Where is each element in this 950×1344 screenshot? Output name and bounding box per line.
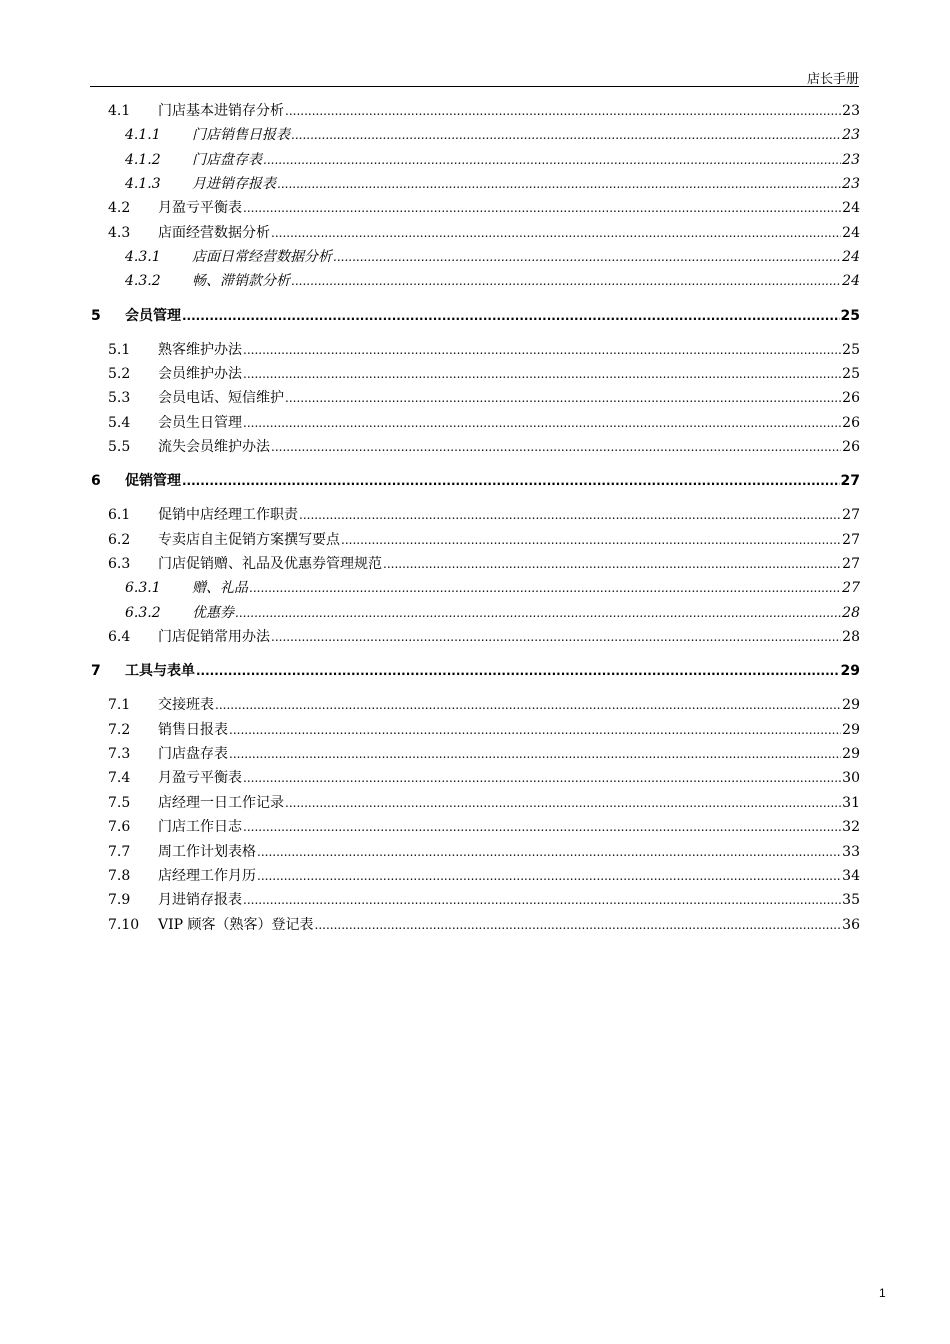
toc-entry-number: 7 [91,663,101,679]
toc-entry[interactable] [0,720,860,740]
toc-entry-title: 畅、滞销款分析 [192,273,290,289]
toc-entry[interactable] [0,842,860,862]
toc-entry-page: 27 [842,532,860,548]
toc-entry[interactable] [0,627,860,647]
toc-entry[interactable] [0,306,860,326]
dot-leader [243,817,841,837]
toc-entry[interactable] [0,413,860,433]
dot-leader [182,306,840,326]
toc-entry-number: 4.2 [108,200,131,216]
toc-entry[interactable] [0,125,860,145]
dot-leader [257,866,841,886]
toc-entry-number: 5.2 [108,366,131,382]
toc-entry[interactable] [0,817,860,837]
toc-entry-page: 33 [842,844,860,860]
dot-leader [215,695,841,715]
toc-entry[interactable] [0,437,860,457]
toc-entry[interactable] [0,174,860,194]
toc-entry-number: 4.3.2 [125,273,161,289]
toc-entry[interactable] [0,388,860,408]
toc-entry-number: 6.2 [108,532,131,548]
toc-entry-title: 工具与表单 [125,663,195,679]
toc-entry-number: 7.4 [108,770,131,786]
toc-entry[interactable] [0,554,860,574]
toc-entry-page: 24 [842,273,860,289]
toc-entry[interactable] [0,340,860,360]
toc-entry-page: 26 [842,439,860,455]
toc-entry-title: 门店促销赠、礼品及优惠券管理规范 [158,556,382,572]
toc-entry-page: 23 [842,103,860,119]
toc-entry-title: 交接班表 [158,697,214,713]
dot-leader [383,554,841,574]
toc-entry-number: 5.4 [108,415,131,431]
toc-entry-title: 月进销存报表 [158,892,242,908]
toc-entry-title: 门店基本进销存分析 [158,103,284,119]
toc-entry-number: 6.4 [108,629,131,645]
toc-entry-page: 31 [842,795,860,811]
toc-entry-title: 月盈亏平衡表 [158,200,242,216]
dot-leader [243,890,841,910]
dot-leader [333,247,841,267]
toc-entry-title: 促销管理 [125,473,181,489]
dot-leader [285,793,841,813]
toc-entry-title: 熟客维护办法 [158,342,242,358]
toc-entry[interactable] [0,150,860,170]
toc-entry-number: 7.9 [108,892,131,908]
toc-entry-number: 7.3 [108,746,131,762]
dot-leader [263,150,841,170]
toc-entry-number: 7.8 [108,868,131,884]
toc-entry-page: 25 [842,366,860,382]
toc-entry-number: 6.3.2 [125,605,161,621]
toc-entry-title: 门店盘存表 [192,152,262,168]
toc-entry-title: 门店销售日报表 [192,127,290,143]
toc-entry[interactable] [0,915,860,935]
toc-entry[interactable] [0,890,860,910]
toc-entry-page: 27 [842,507,860,523]
toc-entry-number: 4.1 [108,103,131,119]
dot-leader [235,603,841,623]
dot-leader [285,101,841,121]
toc-entry-number: 7.5 [108,795,131,811]
toc-entry-number: 4.1.3 [125,176,161,192]
toc-entry-page: 28 [842,605,860,621]
toc-entry-number: 4.1.2 [125,152,161,168]
toc-entry-page: 29 [842,697,860,713]
toc-entry[interactable] [0,578,860,598]
toc-entry-title: 周工作计划表格 [158,844,256,860]
toc-entry-number: 7.7 [108,844,131,860]
toc-entry-title: 门店工作日志 [158,819,242,835]
toc-entry-page: 27 [842,556,860,572]
toc-entry[interactable] [0,271,860,291]
dot-leader [249,578,841,598]
toc-entry-number: 7.10 [108,917,140,933]
dot-leader [299,505,841,525]
toc-entry-page: 24 [842,225,860,241]
toc-entry-page: 36 [842,917,860,933]
toc-entry-page: 30 [842,770,860,786]
dot-leader [182,471,840,491]
dot-leader [243,340,841,360]
dot-leader [243,768,841,788]
toc-entry-page: 35 [842,892,860,908]
toc-entry[interactable] [0,793,860,813]
toc-entry[interactable] [0,223,860,243]
toc-entry[interactable] [0,198,860,218]
toc-entry-page: 23 [842,176,860,192]
toc-entry-title: 会员生日管理 [158,415,242,431]
header-title: 店长手册 [806,72,859,87]
toc-entry-number: 4.1.1 [125,127,161,143]
dot-leader [243,364,841,384]
toc-entry-number: 6.1 [108,507,131,523]
toc-entry-number: 5 [91,308,101,324]
dot-leader [291,125,841,145]
toc-entry-title: 店面经营数据分析 [158,225,270,241]
dot-leader [341,530,841,550]
toc-entry[interactable] [0,364,860,384]
toc-entry-number: 4.3 [108,225,131,241]
toc-entry-number: 5.3 [108,390,131,406]
toc-entry-title: 优惠券 [192,605,234,621]
dot-leader [229,744,841,764]
dot-leader [243,413,841,433]
toc-entry-page: 23 [842,127,860,143]
dot-leader [277,174,841,194]
toc-entry-number: 6.3 [108,556,131,572]
toc-entry-page: 28 [842,629,860,645]
toc-entry-page: 24 [842,200,860,216]
toc-entry-number: 5.1 [108,342,131,358]
toc-entry-number: 7.1 [108,697,131,713]
toc-entry-number: 6.3.1 [125,580,161,596]
toc-entry-title: 销售日报表 [158,722,228,738]
toc-entry-title: 门店盘存表 [158,746,228,762]
toc-entry-title: 会员管理 [125,308,181,324]
page-number: 1 [879,1286,886,1300]
toc-entry[interactable] [0,661,860,681]
toc-entry-title: VIP 顾客（熟客）登记表 [158,917,314,933]
toc-entry-page: 32 [842,819,860,835]
dot-leader [315,915,842,935]
dot-leader [243,198,841,218]
toc-entry[interactable] [0,744,860,764]
toc-entry-page: 29 [842,722,860,738]
toc-entry-number: 6 [91,473,101,489]
toc-entry[interactable] [0,247,860,267]
toc-entry-page: 23 [842,152,860,168]
toc-entry-page: 27 [840,473,860,489]
dot-leader [271,627,841,647]
toc-entry-title: 店经理一日工作记录 [158,795,284,811]
dot-leader [285,388,841,408]
toc-entry-number: 7.6 [108,819,131,835]
toc-entry-title: 赠、礼品 [192,580,248,596]
toc-entry-title: 店经理工作月历 [158,868,256,884]
toc-entry[interactable] [0,101,860,121]
dot-leader [229,720,841,740]
toc-entry-page: 34 [842,868,860,884]
toc-entry-page: 29 [842,746,860,762]
toc-entry-title: 流失会员维护办法 [158,439,270,455]
toc-entry-number: 4.3.1 [125,249,161,265]
dot-leader [257,842,841,862]
toc-entry-page: 25 [842,342,860,358]
toc-entry-title: 会员维护办法 [158,366,242,382]
toc-entry-title: 促销中店经理工作职责 [158,507,298,523]
toc-entry[interactable] [0,530,860,550]
toc-entry[interactable] [0,603,860,623]
toc-entry[interactable] [0,471,860,491]
toc-entry-page: 26 [842,415,860,431]
toc-entry[interactable] [0,505,860,525]
toc-entry-number: 7.2 [108,722,131,738]
toc-entry-title: 会员电话、短信维护 [158,390,284,406]
dot-leader [291,271,841,291]
toc-entry-title: 月盈亏平衡表 [158,770,242,786]
dot-leader [196,661,840,681]
toc-entry[interactable] [0,695,860,715]
toc-entry-title: 门店促销常用办法 [158,629,270,645]
toc-entry[interactable] [0,866,860,886]
toc-entry-page: 27 [842,580,860,596]
toc-entry-title: 专卖店自主促销方案撰写要点 [158,532,340,548]
dot-leader [271,437,841,457]
toc-entry-page: 26 [842,390,860,406]
toc-entry-title: 月进销存报表 [192,176,276,192]
toc-entry-page: 24 [842,249,860,265]
toc-entry-page: 29 [840,663,860,679]
toc-entry-number: 5.5 [108,439,131,455]
toc-entry-title: 店面日常经营数据分析 [192,249,332,265]
dot-leader [271,223,841,243]
toc-entry[interactable] [0,768,860,788]
toc-entry-page: 25 [840,308,860,324]
